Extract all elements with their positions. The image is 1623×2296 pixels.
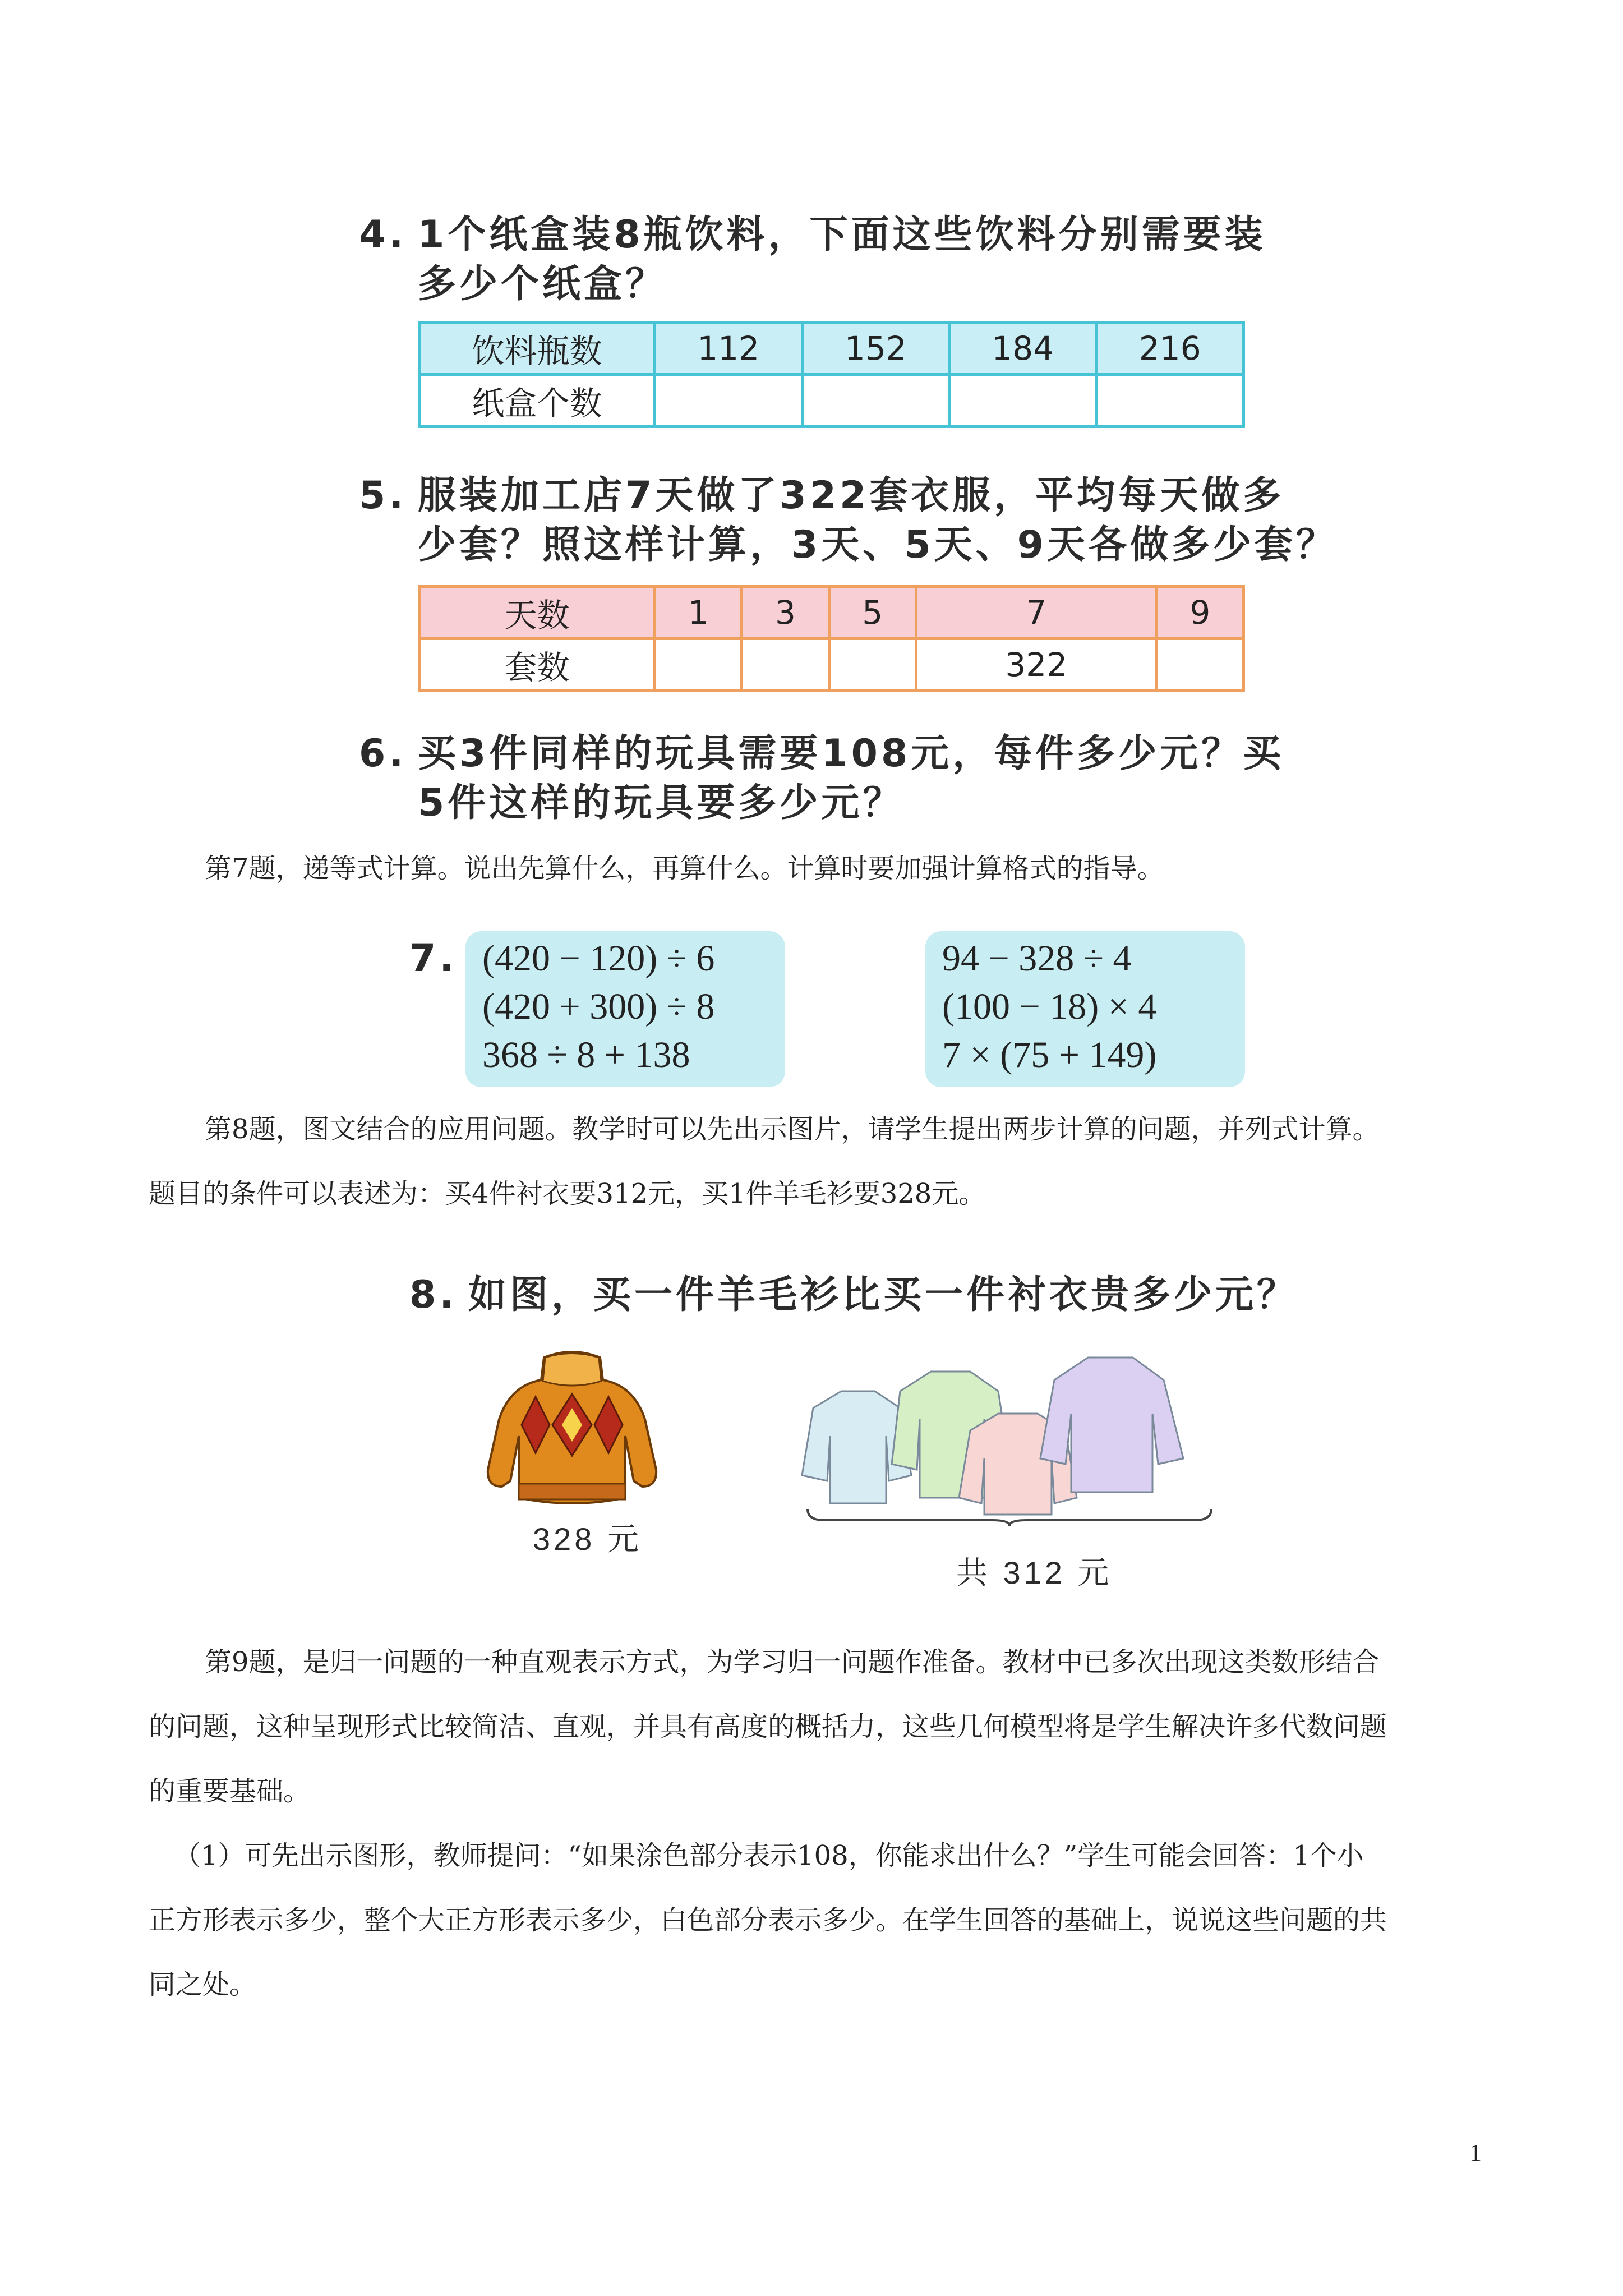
note-8-line1: 第8题，图文结合的应用问题。教学时可以先出示图片，请学生提出两步计算的问题，并列式计算。 (205, 1114, 1380, 1145)
q4-number: 4. (359, 213, 407, 257)
note-9-line3: 的重要基础。 (149, 1775, 311, 1807)
table-cell: 184 (949, 323, 1097, 375)
table-cell (829, 639, 916, 691)
q4-table (418, 321, 1245, 428)
table-cell (1156, 639, 1243, 691)
q4-line1: 1个纸盒装8瓶饮料，下面这些饮料分别需要装 (418, 213, 1266, 257)
shirts-illustration (791, 1346, 1228, 1526)
note-9-line2: 的问题，这种呈现形式比较简洁、直观，并具有高度的概括力，这些几何模型将是学生解决许多代数问题 (149, 1711, 1387, 1742)
table-cell: 322 (916, 639, 1156, 691)
q5-line1: 服装加工店7天做了322套衣服，平均每天做多 (418, 473, 1285, 518)
table-cell (655, 639, 742, 691)
q4-line2: 多少个纸盒？ (418, 262, 667, 306)
table-row-label: 饮料瓶数 (419, 323, 655, 375)
table-cell: 1 (655, 587, 742, 639)
table-row-label: 纸盒个数 (419, 375, 655, 427)
note-7: 第7题，递等式计算。说出先算什么，再算什么。计算时要加强计算格式的指导。 (205, 853, 1164, 884)
table-cell: 3 (742, 587, 829, 639)
table-cell: 112 (655, 323, 803, 375)
q8-number: 8. (409, 1273, 458, 1317)
q6-line2: 5件这样的玩具要多少元？ (418, 781, 905, 825)
q8-text: 如图，买一件羊毛衫比买一件衬衣贵多少元？ (468, 1273, 1299, 1317)
table-row (419, 375, 1244, 427)
table-cell (655, 375, 803, 427)
table-cell (1096, 375, 1244, 427)
q7-number: 7. (409, 936, 458, 981)
table-cell: 216 (1096, 323, 1244, 375)
q5-line2: 少套？照这样计算，3天、5天、9天各做多少套？ (418, 523, 1338, 567)
table-row (419, 587, 1244, 639)
q6-line1: 买3件同样的玩具需要108元，每件多少元？买 (418, 731, 1285, 776)
q5-table (418, 585, 1245, 692)
sweater-illustration (482, 1346, 662, 1515)
expression: 94 − 328 ÷ 4 (942, 938, 1132, 979)
expression: 368 ÷ 8 + 138 (482, 1034, 690, 1075)
table-cell: 9 (1156, 587, 1243, 639)
q6-number: 6. (359, 731, 407, 776)
expression: (420 + 300) ÷ 8 (482, 986, 715, 1027)
table-cell (742, 639, 829, 691)
note-9-1-line2: 正方形表示多少，整个大正方形表示多少，白色部分表示多少。在学生回答的基础上，说说这些问题的共 (149, 1904, 1387, 1936)
note-8-line2: 题目的条件可以表述为：买4件衬衣要312元，买1件羊毛衫要328元。 (149, 1178, 986, 1209)
table-cell: 5 (829, 587, 916, 639)
table-cell: 152 (802, 323, 949, 375)
table-cell (802, 375, 949, 427)
table-cell: 7 (916, 587, 1156, 639)
q5-number: 5. (359, 473, 407, 518)
table-row-label: 天数 (419, 587, 655, 639)
note-9-1-line1: （1）可先出示图形，教师提问：“如果涂色部分表示108，你能求出什么？”学生可能会回答：1个小 (174, 1840, 1364, 1871)
expression: (420 − 120) ÷ 6 (482, 938, 715, 979)
q7-left-box (465, 931, 785, 1087)
shirts-price: 共 312 元 (956, 1555, 1113, 1590)
table-row (419, 323, 1244, 375)
note-9-line1: 第9题，是归一问题的一种直观表示方式，为学习归一问题作准备。教材中已多次出现这类数形结合 (205, 1646, 1380, 1678)
expression: (100 − 18) × 4 (942, 986, 1157, 1027)
q7-right-box (925, 931, 1245, 1087)
expression: 7 × (75 + 149) (942, 1034, 1157, 1075)
table-row (419, 639, 1244, 691)
table-row-label: 套数 (419, 639, 655, 691)
note-9-1-line3: 同之处。 (149, 1969, 257, 2000)
page-number: 1 (1469, 2139, 1482, 2166)
table-cell (949, 375, 1097, 427)
sweater-price: 328 元 (533, 1521, 642, 1557)
